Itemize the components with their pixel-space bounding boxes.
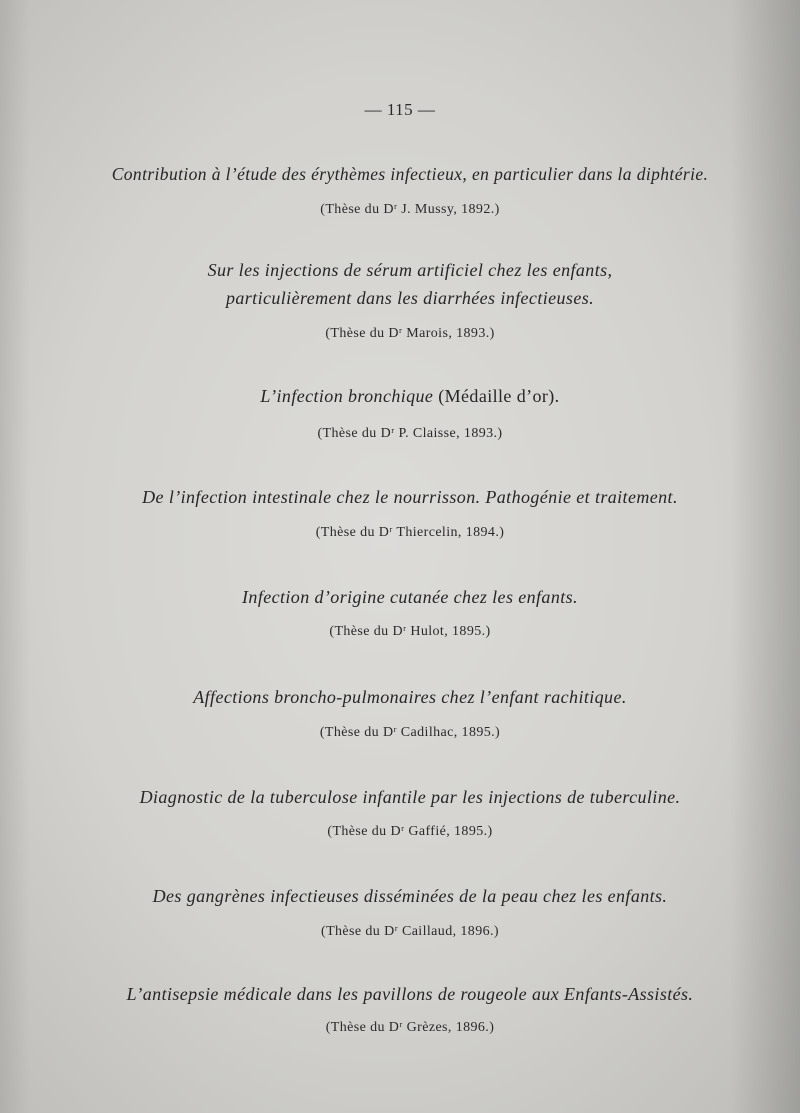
entry-thesis-author: (Thèse du Dʳ J. Mussy, 1892.) [320,202,500,217]
entry-title: Diagnostic de la tuberculose infantile par les injections de tuberculine. [139,787,681,807]
entry-title-italic: L’infection bronchique [260,386,434,406]
entry-thesis-author: (Thèse du Dʳ Grèzes, 1896.) [325,1020,495,1035]
entry-thesis-author: (Thèse du Dʳ Gaffié, 1895.) [327,824,493,839]
entry-thesis-author: (Thèse du Dʳ P. Claisse, 1893.) [317,426,503,441]
entry-title-continued: particulièrement dans les diarrhées infectieuses. [225,288,595,308]
entry-thesis-author: (Thèse du Dʳ Cadilhac, 1895.) [319,725,501,740]
entry-thesis-author: (Thèse du Dʳ Caillaud, 1896.) [321,924,499,939]
entry-title: Sur les injections de sérum artificiel chez les enfants, [207,260,613,280]
entry-thesis-author: (Thèse du Dʳ Thiercelin, 1894.) [315,525,505,540]
entry-thesis-author: (Thèse du Dʳ Hulot, 1895.) [329,624,491,639]
entry-title: L’antisepsie médicale dans les pavillons de rougeole aux Enfants-Assistés. [126,984,694,1004]
entry-title [40,386,780,407]
entry-title: De l’infection intestinale chez le nourrisson. Pathogénie et traitement. [142,487,678,507]
entry-title: Infection d’origine cutanée chez les enfants. [242,587,578,607]
entry-title: Contribution à l’étude des érythèmes infectieux, en particulier dans la diphtérie. [111,164,709,184]
entry-title: Affections broncho-pulmonaires chez l’enfant rachitique. [193,687,627,707]
page-number: — 115 — [364,100,436,119]
entry-thesis-author: (Thèse du Dʳ Marois, 1893.) [325,326,495,341]
entry-title-award: (Médaille d’or). [433,386,560,406]
entry-title: Des gangrènes infectieuses disséminées de la peau chez les enfants. [152,886,668,906]
